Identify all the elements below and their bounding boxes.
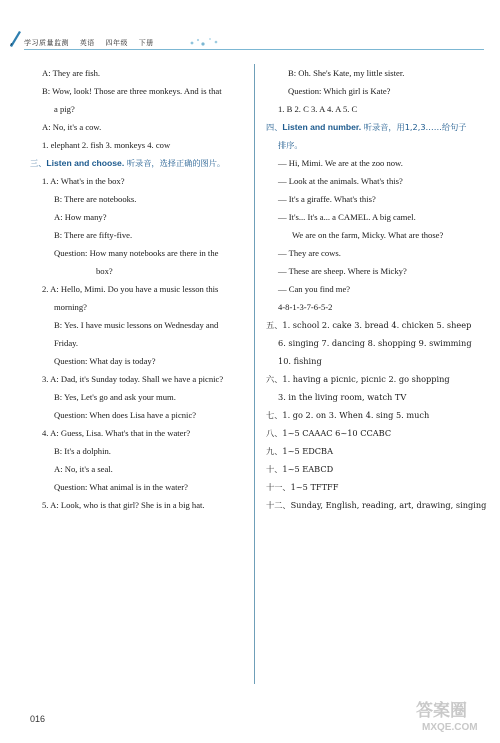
- text-line: B: Wow, look! Those are three monkeys. And is that: [42, 86, 222, 96]
- text-line: A: No, it's a seal.: [54, 464, 113, 474]
- text-line: Friday.: [54, 338, 79, 348]
- text-line: 1. A: What's in the box?: [42, 176, 125, 186]
- text-line: 排序。: [278, 140, 303, 150]
- text-line: 4. A: Guess, Lisa. What's that in the water?: [42, 428, 191, 438]
- right-column: [260, 64, 486, 514]
- book-title: 学习质量监测: [24, 39, 69, 47]
- term-label: 下册: [138, 39, 154, 47]
- text-line: Question: What animal is in the water?: [54, 482, 188, 492]
- text-line: Question: What day is today?: [54, 356, 156, 366]
- text-line: 1. B 2. C 3. A 4. A 5. C: [278, 104, 358, 114]
- text-line: B: Yes. I have music lessons on Wednesday and: [54, 320, 219, 330]
- answer-line: 八、1~5 CAAAC 6~10 CCABC: [266, 428, 392, 438]
- page-number: 016: [30, 714, 46, 724]
- section-title-en: Listen and choose.: [46, 158, 125, 168]
- answer-line: 十一、1~5 TFTFF: [266, 482, 339, 492]
- text-line: A: They are fish.: [42, 68, 101, 78]
- answer-line: 十、1~5 EABCD: [266, 464, 334, 474]
- header-rule: [24, 49, 484, 50]
- text-line: a pig?: [54, 104, 75, 114]
- answer-line: 10. fishing: [278, 356, 322, 366]
- text-line: morning?: [54, 302, 87, 312]
- text-line: — It's a giraffe. What's this?: [278, 194, 376, 204]
- section-instruction-zh: 听录音，用1,2,3……给句子: [361, 122, 467, 132]
- answer-line: 六、1. having a picnic, picnic 2. go shopping: [266, 374, 450, 384]
- section-heading: [260, 118, 486, 136]
- section-number: 四、: [266, 122, 283, 132]
- text-line: B: There are fifty-five.: [54, 230, 133, 240]
- column-divider: [254, 64, 255, 684]
- header-title: [24, 38, 162, 48]
- text-line: — These are sheep. Where is Micky?: [278, 266, 407, 276]
- answer-line: 九、1~5 EDCBA: [266, 446, 333, 456]
- svg-text:MXQE.COM: MXQE.COM: [422, 722, 478, 733]
- answer-line: 七、1. go 2. on 3. When 4. sing 5. much: [266, 410, 430, 420]
- text-line: 5. A: Look, who is that girl? She is in a big hat.: [42, 500, 205, 510]
- text-line: 4-8-1-3-7-6-5-2: [278, 302, 333, 312]
- text-line: — It's... It's a... a CAMEL. A big camel.: [278, 212, 416, 222]
- page-header: [0, 0, 500, 58]
- section-heading: [24, 154, 252, 172]
- section-title-en: Listen and number.: [282, 122, 362, 132]
- subject-label: 英语: [79, 39, 95, 47]
- svg-text:答案圈: 答案圈: [416, 701, 467, 721]
- section-number: 三、: [30, 158, 47, 168]
- text-line: Question: When does Lisa have a picnic?: [54, 410, 197, 420]
- text-line: B: Yes, Let's go and ask your mum.: [54, 392, 176, 402]
- text-line: 1. elephant 2. fish 3. monkeys 4. cow: [42, 140, 171, 150]
- text-line: — Can you find me?: [278, 284, 351, 294]
- decorative-dots-icon: [188, 34, 228, 48]
- text-line: 3. A: Dad, it's Sunday today. Shall we have a picnic?: [42, 374, 224, 384]
- watermark-logo: [412, 696, 492, 736]
- answer-line: 3. in the living room, watch TV: [278, 392, 407, 402]
- text-line: — They are cows.: [278, 248, 341, 258]
- text-line: B: There are notebooks.: [54, 194, 137, 204]
- text-line: B: It's a dolphin.: [54, 446, 111, 456]
- answer-line: 十二、Sunday, English, reading, art, drawing, singing: [266, 500, 487, 510]
- text-line: A: How many?: [54, 212, 107, 222]
- text-line: We are on the farm, Micky. What are those?: [292, 230, 444, 240]
- text-line: box?: [96, 266, 113, 276]
- left-column: [24, 64, 252, 514]
- text-line: A: No, it's a cow.: [42, 122, 102, 132]
- text-line: B: Oh. She's Kate, my little sister.: [288, 68, 405, 78]
- pen-icon: [8, 28, 22, 48]
- grade-label: 四年级: [105, 39, 128, 47]
- text-line: — Hi, Mimi. We are at the zoo now.: [278, 158, 403, 168]
- answer-line: 6. singing 7. dancing 8. shopping 9. swimming: [278, 338, 472, 348]
- text-line: — Look at the animals. What's this?: [278, 176, 403, 186]
- text-line: Question: Which girl is Kate?: [288, 86, 391, 96]
- answer-line: 五、1. school 2. cake 3. bread 4. chicken 5. sheep: [266, 320, 472, 330]
- section-instruction-zh: 听录音，选择正确的图片。: [124, 158, 226, 168]
- text-line: Question: How many notebooks are there in the: [54, 248, 219, 258]
- text-line: 2. A: Hello, Mimi. Do you have a music lesson this: [42, 284, 219, 294]
